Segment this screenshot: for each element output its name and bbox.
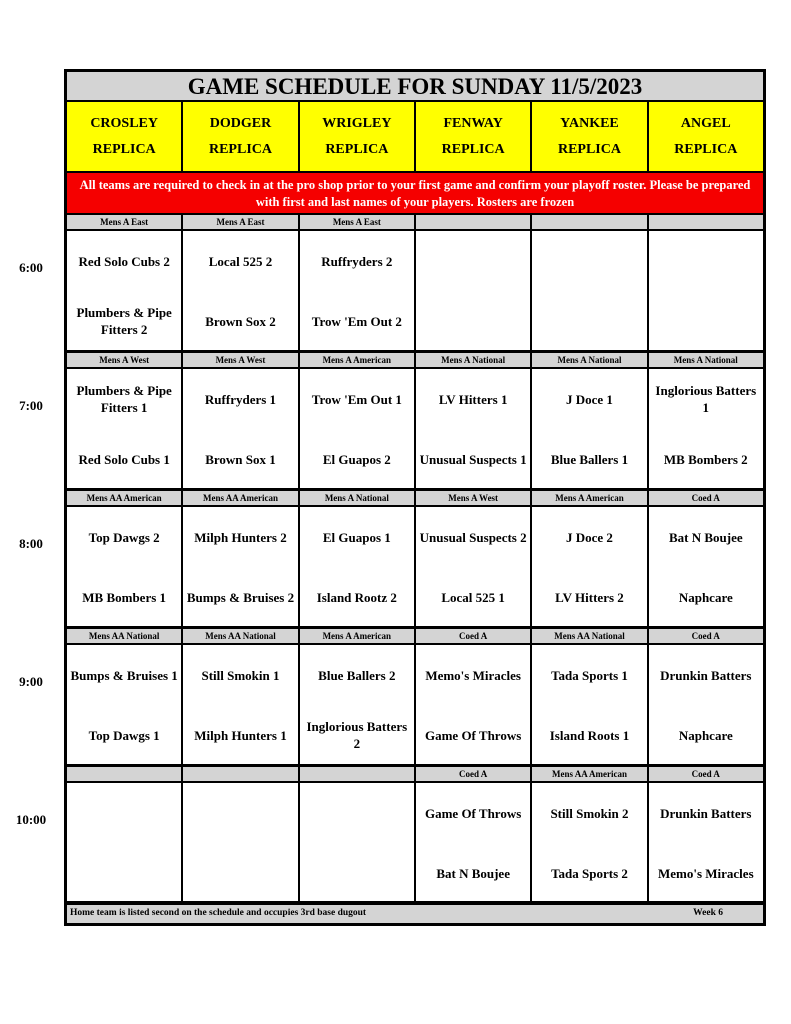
home-team bbox=[418, 301, 528, 341]
division-label: Mens A National bbox=[532, 353, 648, 367]
division-label: Coed A bbox=[649, 629, 763, 643]
field-type: REPLICA bbox=[208, 141, 272, 157]
home-team: Bumps & Bruises 2 bbox=[186, 589, 295, 605]
division-label: Mens A East bbox=[300, 215, 416, 229]
field-name: YANKEE bbox=[560, 115, 619, 131]
time-slot-block bbox=[67, 215, 763, 353]
game-cell bbox=[532, 369, 648, 488]
field-header-dodger bbox=[183, 102, 299, 171]
division-label: Mens A National bbox=[649, 353, 763, 367]
home-team: Inglorious Batters 2 bbox=[306, 719, 408, 751]
away-team: Ruffryders 2 bbox=[321, 253, 393, 269]
away-team: Bat N Boujee bbox=[668, 529, 743, 545]
schedule-sheet bbox=[64, 69, 766, 926]
home-team bbox=[534, 301, 644, 341]
game-cell bbox=[67, 231, 183, 350]
away-team: Drunkin Batters bbox=[660, 667, 752, 683]
division-row bbox=[67, 629, 763, 645]
home-team bbox=[651, 301, 761, 341]
game-cell bbox=[532, 231, 648, 350]
game-cell bbox=[649, 507, 763, 626]
game-cell bbox=[416, 231, 532, 350]
away-team: Bumps & Bruises 1 bbox=[70, 667, 178, 683]
division-label: Coed A bbox=[649, 767, 763, 781]
game-cell bbox=[416, 369, 532, 488]
field-header-crosley bbox=[67, 102, 183, 171]
game-cell bbox=[532, 783, 648, 902]
game-cell bbox=[67, 645, 183, 764]
division-label: Mens A West bbox=[67, 353, 183, 367]
away-team: Game Of Throws bbox=[424, 805, 522, 821]
field-name: FENWAY bbox=[443, 115, 503, 131]
division-row bbox=[67, 215, 763, 231]
time-label: 10:00 bbox=[15, 812, 47, 827]
field-header-yankee bbox=[532, 102, 648, 171]
away-team bbox=[534, 241, 644, 281]
home-team: Trow 'Em Out 2 bbox=[311, 313, 402, 329]
home-team: Brown Sox 2 bbox=[205, 313, 276, 329]
field-name: DODGER bbox=[209, 115, 272, 131]
away-team: J Doce 2 bbox=[566, 529, 613, 545]
game-cell bbox=[300, 231, 416, 350]
games-row bbox=[67, 645, 763, 764]
game-cell bbox=[67, 783, 183, 902]
home-team: Naphcare bbox=[678, 727, 733, 743]
division-label: Coed A bbox=[416, 629, 532, 643]
division-label: Mens AA American bbox=[183, 491, 299, 505]
field-type: REPLICA bbox=[92, 141, 156, 157]
division-label bbox=[532, 215, 648, 229]
game-cell bbox=[183, 369, 299, 488]
division-label: Mens AA American bbox=[67, 491, 183, 505]
away-team: Still Smokin 2 bbox=[550, 805, 629, 821]
game-cell bbox=[649, 783, 763, 902]
block-divider bbox=[67, 902, 763, 905]
games-row bbox=[67, 783, 763, 902]
home-team: Milph Hunters 1 bbox=[194, 727, 287, 743]
division-label: Mens A East bbox=[67, 215, 183, 229]
home-team bbox=[302, 853, 412, 893]
game-cell bbox=[532, 507, 648, 626]
away-team: El Guapos 1 bbox=[322, 529, 391, 545]
away-team: Memo's Miracles bbox=[425, 667, 521, 683]
division-label: Mens A American bbox=[532, 491, 648, 505]
game-cell bbox=[183, 783, 299, 902]
division-label: Mens AA National bbox=[532, 629, 648, 643]
game-cell bbox=[300, 369, 416, 488]
home-team: El Guapos 2 bbox=[322, 451, 391, 467]
division-label bbox=[67, 767, 183, 781]
home-team: Unusual Suspects 1 bbox=[419, 451, 527, 467]
field-type: REPLICA bbox=[674, 141, 738, 157]
game-cell bbox=[300, 645, 416, 764]
field-name: ANGEL bbox=[680, 115, 731, 131]
division-row bbox=[67, 491, 763, 507]
away-team bbox=[185, 793, 295, 833]
division-label: Mens A West bbox=[416, 491, 532, 505]
home-team: Top Dawgs 1 bbox=[88, 727, 160, 743]
game-cell bbox=[532, 645, 648, 764]
game-cell bbox=[416, 645, 532, 764]
game-cell bbox=[649, 645, 763, 764]
home-team: Local 525 1 bbox=[441, 589, 505, 605]
away-team: J Doce 1 bbox=[566, 391, 613, 407]
home-team: Plumbers & Pipe Fitters 2 bbox=[76, 305, 172, 337]
time-column bbox=[0, 0, 64, 1024]
home-team: Tada Sports 2 bbox=[551, 865, 628, 881]
home-team: Blue Ballers 1 bbox=[550, 451, 629, 467]
away-team bbox=[69, 793, 179, 833]
home-team: LV Hitters 2 bbox=[555, 589, 624, 605]
game-cell bbox=[67, 369, 183, 488]
away-team: Local 525 2 bbox=[208, 253, 273, 269]
away-team bbox=[302, 793, 412, 833]
game-cell bbox=[300, 783, 416, 902]
time-slot-block bbox=[67, 491, 763, 629]
away-team: Red Solo Cubs 2 bbox=[78, 253, 170, 269]
field-type: REPLICA bbox=[325, 141, 389, 157]
home-team-note: Home team is listed second on the schedule and occupies 3rd base dugout bbox=[70, 908, 367, 918]
field-name: WRIGLEY bbox=[322, 115, 392, 131]
home-team: Island Roots 1 bbox=[549, 727, 630, 743]
time-label: 8:00 bbox=[19, 536, 43, 551]
division-label: Mens A East bbox=[183, 215, 299, 229]
game-cell bbox=[416, 507, 532, 626]
away-team: Drunkin Batters bbox=[660, 805, 752, 821]
game-cell bbox=[183, 645, 299, 764]
division-row bbox=[67, 353, 763, 369]
home-team: MB Bombers 1 bbox=[82, 589, 167, 605]
division-label: Mens AA National bbox=[67, 629, 183, 643]
home-team bbox=[69, 853, 179, 893]
games-row bbox=[67, 231, 763, 350]
home-team: Game Of Throws bbox=[424, 727, 522, 743]
home-team: Naphcare bbox=[678, 589, 733, 605]
game-cell bbox=[649, 231, 763, 350]
division-label: Mens A National bbox=[416, 353, 532, 367]
division-label: Mens AA National bbox=[183, 629, 299, 643]
division-label: Mens AA American bbox=[532, 767, 648, 781]
game-cell bbox=[183, 231, 299, 350]
games-row bbox=[67, 369, 763, 488]
field-type: REPLICA bbox=[441, 141, 505, 157]
away-team: Unusual Suspects 2 bbox=[419, 529, 527, 545]
game-cell bbox=[183, 507, 299, 626]
game-cell bbox=[67, 507, 183, 626]
away-team: Tada Sports 1 bbox=[551, 667, 628, 683]
division-label: Coed A bbox=[649, 491, 763, 505]
field-type: REPLICA bbox=[557, 141, 621, 157]
field-header-angel bbox=[649, 102, 763, 171]
away-team: LV Hitters 1 bbox=[438, 391, 508, 407]
away-team: Plumbers & Pipe Fitters 1 bbox=[76, 383, 172, 415]
time-slot-block bbox=[67, 629, 763, 767]
away-team: Milph Hunters 2 bbox=[194, 529, 287, 545]
away-team: Ruffryders 1 bbox=[204, 391, 277, 407]
home-team: Red Solo Cubs 1 bbox=[78, 451, 170, 467]
home-team: Memo's Miracles bbox=[657, 865, 754, 881]
division-row bbox=[67, 767, 763, 783]
week-label: Week 6 bbox=[693, 908, 723, 918]
field-header-wrigley bbox=[300, 102, 416, 171]
division-label: Mens A National bbox=[300, 491, 416, 505]
away-team: Blue Ballers 2 bbox=[318, 667, 396, 683]
home-team: Island Rootz 2 bbox=[316, 589, 397, 605]
game-cell bbox=[416, 783, 532, 902]
home-team: Brown Sox 1 bbox=[205, 451, 276, 467]
game-cell bbox=[300, 507, 416, 626]
game-cell bbox=[649, 369, 763, 488]
division-label: Mens A American bbox=[300, 353, 416, 367]
division-label bbox=[416, 215, 532, 229]
division-label: Mens A American bbox=[300, 629, 416, 643]
home-team bbox=[185, 853, 295, 893]
time-label: 6:00 bbox=[19, 260, 43, 275]
away-team: Inglorious Batters 1 bbox=[655, 383, 757, 415]
away-team: Top Dawgs 2 bbox=[88, 529, 160, 545]
away-team: Trow 'Em Out 1 bbox=[311, 391, 402, 407]
division-label: Coed A bbox=[416, 767, 532, 781]
division-label bbox=[183, 767, 299, 781]
schedule-title: GAME SCHEDULE FOR SUNDAY 11/5/2023 bbox=[67, 72, 763, 102]
away-team: Still Smokin 1 bbox=[201, 667, 280, 683]
home-team: Bat N Boujee bbox=[436, 865, 510, 881]
games-row bbox=[67, 507, 763, 626]
time-slot-block bbox=[67, 767, 763, 905]
away-team bbox=[418, 241, 528, 281]
field-header-fenway bbox=[416, 102, 532, 171]
away-team bbox=[651, 241, 761, 281]
field-header-row bbox=[67, 102, 763, 173]
home-team: MB Bombers 2 bbox=[663, 451, 748, 467]
time-label: 7:00 bbox=[19, 398, 43, 413]
division-label: Mens A West bbox=[183, 353, 299, 367]
field-name: CROSLEY bbox=[90, 115, 158, 131]
division-label bbox=[300, 767, 416, 781]
time-slot-block bbox=[67, 353, 763, 491]
division-label bbox=[649, 215, 763, 229]
checkin-notice: All teams are required to check in at the pro shop prior to your first game and confirm your playoff roster. Please be prepared with first and last names of your players. Rosters are frozen bbox=[67, 173, 763, 215]
time-label: 9:00 bbox=[19, 674, 43, 689]
